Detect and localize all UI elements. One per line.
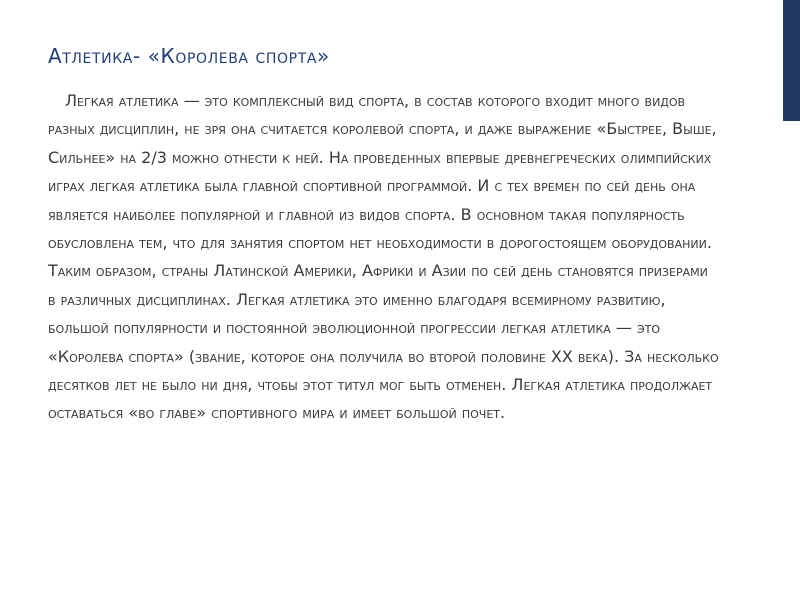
slide-title: Атлетика- «Королева спорта» — [48, 44, 330, 68]
slide-body-text: Легкая атлетика — это комплексный вид спорта, в состав которого входит много видов разных дисциплин, не зря она считается королевой спорта, и даже выражение «Быстрее, Выше, Сильнее» на 2/3 можно отнести к ней. На проведенных впервые древнегреческих олимпийских играх легкая атлетика была главной спортивной программой. И с тех времен по сей день она является наиболее популярной и главной из видов спорта. В основном такая популярность обусловлена тем, что для занятия спортом нет необходимости в дорогостоящем оборудовании. Таким образом, страны Латинской Америки, Африки и Азии по сей день становятся призерами в различных дисциплинах. Легкая атлетика это именно благодаря всемирному развитию, большой популярности и постоянной эволюционной прогрессии легкая атлетика — это «Королева спорта» (звание, которое она получила во второй половине XX века). За несколько десятков лет не было ни дня, чтобы этот титул мог быть отменен. Легкая атлетика продолжает оставаться «во главе» спортивного мира и имеет большой почет. — [48, 91, 719, 423]
accent-bar — [783, 0, 800, 121]
